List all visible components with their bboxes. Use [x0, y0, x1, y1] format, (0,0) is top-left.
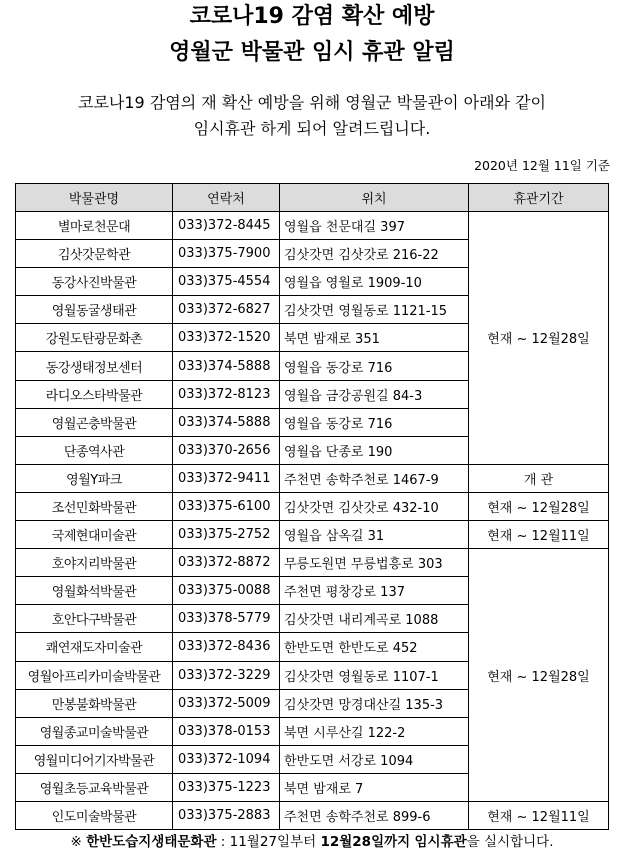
location-cell: 영월읍 단종로 190: [280, 436, 469, 464]
location-cell: 영월읍 동강로 716: [280, 352, 469, 380]
table-row: [16, 464, 609, 492]
museum-name-cell: 영월미디어기자박물관: [16, 745, 173, 773]
notice-title-line1: 코로나19 감염 확산 예방: [189, 4, 435, 29]
closure-period-cell: 현재 ~ 12월28일: [469, 549, 609, 802]
location-cell: 주천면 평창강로 137: [280, 577, 469, 605]
footnote-action: 임시휴관: [414, 834, 467, 850]
col-header-location: 위치: [280, 184, 469, 212]
closure-period-cell: 현재 ~ 12월11일: [469, 801, 609, 829]
location-cell: 주천면 송학주천로 1467-9: [280, 464, 469, 492]
museum-name-cell: 영월아프리카미술박물관: [16, 661, 173, 689]
intro-paragraph: [0, 90, 624, 142]
location-cell: 영월읍 금강공원길 84-3: [280, 380, 469, 408]
intro-line2: 임시휴관 하게 되어 알려드립니다.: [193, 119, 431, 138]
table-header-row: [16, 184, 609, 212]
phone-cell: 033)370-2656: [173, 436, 280, 464]
footnote-place: 한반도습지생태문화관: [86, 834, 217, 850]
phone-cell: 033)375-2883: [173, 801, 280, 829]
phone-cell: 033)372-8872: [173, 549, 280, 577]
phone-cell: 033)372-3229: [173, 661, 280, 689]
location-cell: 북면 밤재로 7: [280, 773, 469, 801]
col-header-name: 박물관명: [16, 184, 173, 212]
museum-name-cell: 국제현대미술관: [16, 521, 173, 549]
basis-date: 2020년 12월 11일 기준: [474, 158, 610, 173]
museum-name-cell: 김삿갓문학관: [16, 240, 173, 268]
phone-cell: 033)375-6100: [173, 492, 280, 520]
location-cell: 김삿갓면 김삿갓로 432-10: [280, 492, 469, 520]
col-header-phone: 연락처: [173, 184, 280, 212]
museum-name-cell: 동강생태정보센터: [16, 352, 173, 380]
table-row: [16, 492, 609, 520]
phone-cell: 033)372-8123: [173, 380, 280, 408]
phone-cell: 033)374-5888: [173, 352, 280, 380]
footnote-prefix: ※: [70, 834, 87, 850]
museum-name-cell: 호야지리박물관: [16, 549, 173, 577]
phone-cell: 033)372-1520: [173, 324, 280, 352]
phone-cell: 033)372-6827: [173, 296, 280, 324]
phone-cell: 033)378-0153: [173, 717, 280, 745]
footnote-suffix: 을 실시합니다.: [466, 834, 554, 850]
museum-name-cell: 호안다구박물관: [16, 605, 173, 633]
phone-cell: 033)378-5779: [173, 605, 280, 633]
phone-cell: 033)375-0088: [173, 577, 280, 605]
table-row: [16, 549, 609, 577]
phone-cell: 033)372-5009: [173, 689, 280, 717]
notice-title-line2: 영월군 박물관 임시 휴관 알림: [169, 40, 455, 65]
museum-name-cell: 영월초등교육박물관: [16, 773, 173, 801]
table-row: [16, 521, 609, 549]
museum-name-cell: 영월화석박물관: [16, 577, 173, 605]
museum-name-cell: 강원도탄광문화촌: [16, 324, 173, 352]
intro-line1: 코로나19 감염의 재 확산 예방을 위해 영월군 박물관이 아래와 같이: [78, 93, 546, 112]
location-cell: 무릉도원면 무릉법흥로 303: [280, 549, 469, 577]
footnote-until: 12월28일까지: [320, 834, 411, 850]
museum-name-cell: 조선민화박물관: [16, 492, 173, 520]
location-cell: 한반도면 서강로 1094: [280, 745, 469, 773]
location-cell: 북면 시루산길 122-2: [280, 717, 469, 745]
location-cell: 김삿갓면 영월동로 1121-15: [280, 296, 469, 324]
phone-cell: 033)372-8445: [173, 212, 280, 240]
table-row: [16, 801, 609, 829]
closure-period-cell: 현재 ~ 12월28일: [469, 492, 609, 520]
phone-cell: 033)372-1094: [173, 745, 280, 773]
location-cell: 영월읍 삼옥길 31: [280, 521, 469, 549]
museum-closure-table: [15, 183, 609, 830]
phone-cell: 033)375-1223: [173, 773, 280, 801]
museum-name-cell: 영월종교미술박물관: [16, 717, 173, 745]
museum-name-cell: 라디오스타박물관: [16, 380, 173, 408]
footnote: [0, 832, 624, 852]
location-cell: 주천면 송학주천로 899-6: [280, 801, 469, 829]
phone-cell: 033)372-8436: [173, 633, 280, 661]
phone-cell: 033)375-4554: [173, 268, 280, 296]
museum-name-cell: 만봉불화박물관: [16, 689, 173, 717]
museum-name-cell: 쾌연재도자미술관: [16, 633, 173, 661]
location-cell: 북면 밤재로 351: [280, 324, 469, 352]
location-cell: 한반도면 한반도로 452: [280, 633, 469, 661]
museum-name-cell: 단종역사관: [16, 436, 173, 464]
location-cell: 김삿갓면 망경대산길 135-3: [280, 689, 469, 717]
closure-period-cell: 현재 ~ 12월11일: [469, 521, 609, 549]
museum-name-cell: 영월곤충박물관: [16, 408, 173, 436]
location-cell: 김삿갓면 내리계곡로 1088: [280, 605, 469, 633]
phone-cell: 033)372-9411: [173, 464, 280, 492]
closure-period-cell: 개 관: [469, 464, 609, 492]
location-cell: 영월읍 영월로 1909-10: [280, 268, 469, 296]
footnote-middle: : 11월27일부터: [216, 834, 321, 850]
museum-name-cell: 별마로천문대: [16, 212, 173, 240]
phone-cell: 033)375-7900: [173, 240, 280, 268]
table-row: [16, 212, 609, 240]
phone-cell: 033)374-5888: [173, 408, 280, 436]
location-cell: 김삿갓면 영월동로 1107-1: [280, 661, 469, 689]
location-cell: 영월읍 동강로 716: [280, 408, 469, 436]
closure-period-cell: 현재 ~ 12월28일: [469, 212, 609, 465]
museum-name-cell: 영월Y파크: [16, 464, 173, 492]
location-cell: 영월읍 천문대길 397: [280, 212, 469, 240]
museum-name-cell: 동강사진박물관: [16, 268, 173, 296]
museum-name-cell: 인도미술박물관: [16, 801, 173, 829]
col-header-period: 휴관기간: [469, 184, 609, 212]
museum-name-cell: 영월동굴생태관: [16, 296, 173, 324]
table-body: [16, 212, 609, 830]
phone-cell: 033)375-2752: [173, 521, 280, 549]
location-cell: 김삿갓면 김삿갓로 216-22: [280, 240, 469, 268]
